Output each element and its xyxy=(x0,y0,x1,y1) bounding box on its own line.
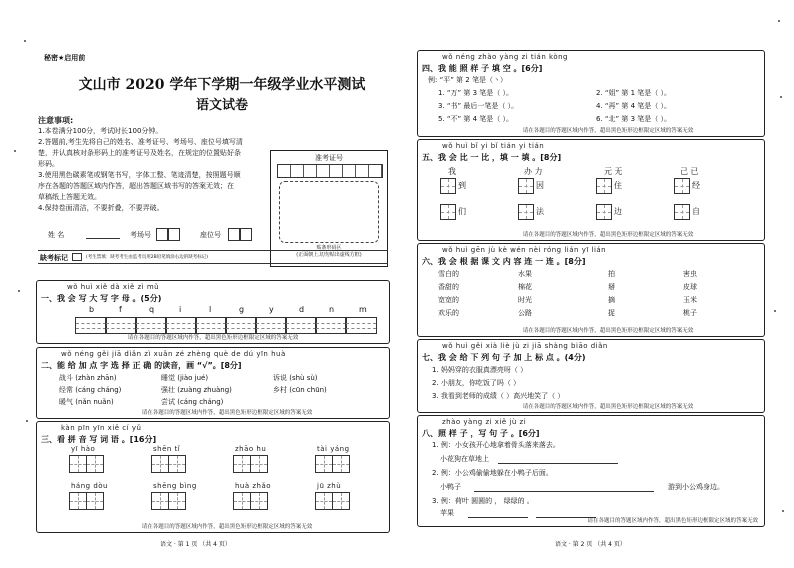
page1-footer: 语文 · 第 1 页 （共 4 页） xyxy=(160,541,231,548)
s8-answer-line[interactable] xyxy=(468,517,528,518)
section-3 xyxy=(36,421,390,533)
exam-title: 文山市 2020 学年下学期一年级学业水平测试 xyxy=(78,77,366,93)
fill-cell[interactable] xyxy=(596,178,612,194)
tianzige-cell[interactable] xyxy=(69,455,87,473)
absent-mark-row xyxy=(38,250,388,264)
room-label: 考场号 xyxy=(130,231,151,239)
s6-right2-item[interactable]: 害虫 xyxy=(683,270,697,278)
exam-number-label: 准考证号 xyxy=(315,154,343,162)
letter-writing-cell[interactable] xyxy=(285,317,317,334)
s8-pinyin: zhào yàng zi xiě jù zi xyxy=(442,418,527,426)
s6-left-item[interactable]: 雪白的 xyxy=(438,270,459,278)
fill-cell[interactable] xyxy=(674,204,690,220)
s5-part: 自 xyxy=(692,207,700,216)
s4-item[interactable]: 3. “书” 最后一笔是（ ）。 xyxy=(438,102,519,110)
letter-writing-cell[interactable] xyxy=(195,317,227,334)
letter-writing-cell[interactable] xyxy=(75,317,107,334)
exam-subtitle: 语文试卷 xyxy=(195,98,248,113)
section-4 xyxy=(417,50,765,137)
s6-mid-item[interactable]: 棉花 xyxy=(518,283,532,291)
s4-pinyin: wǒ néng zhào yàng zi tián kòng xyxy=(442,53,568,61)
s6-pinyin: wǒ huì gēn jù kè wén nèi róng lián yī lián xyxy=(442,246,607,254)
s2-item[interactable]: 强壮 (zuàng zhuàng) xyxy=(161,386,232,394)
s3-pinyin-word: háng dòu xyxy=(71,482,108,490)
tianzige-cell[interactable] xyxy=(250,492,268,510)
s3-pinyin-word: shēn tǐ xyxy=(153,445,181,453)
s2-item[interactable]: 乡村 (cūn chūn) xyxy=(273,386,327,394)
note-line: 4.保持卷面清洁，不要折叠，不要弄破。 xyxy=(38,204,164,212)
s6-right1-item[interactable]: 拍 xyxy=(608,270,615,278)
s4-item[interactable]: 5. “不” 第 4 笔是（ ）。 xyxy=(438,115,514,123)
absent-label: 缺考标记 xyxy=(40,254,68,262)
s2-item[interactable]: 诉说 (shù sù) xyxy=(273,374,318,382)
letter-writing-cell[interactable] xyxy=(255,317,287,334)
s6-right1-item[interactable]: 掰 xyxy=(608,283,615,291)
boundary-notice: 请在各题目的答题区域内作答，超出黑色矩形边框限定区域的答案无效 xyxy=(141,410,313,416)
s6-mid-item[interactable]: 水果 xyxy=(518,270,532,278)
s3-pinyin: kàn pīn yīn xiě cí yǔ xyxy=(61,424,142,432)
s5-fill-grid xyxy=(438,178,758,230)
note-line: 1.本卷满分100分，考试时长100分钟。 xyxy=(38,127,163,135)
s6-mid-item[interactable]: 时光 xyxy=(518,296,532,304)
boundary-notice: 请在各题目的答题区域内作答，超出黑色矩形边框限定区域的答案无效 xyxy=(522,128,694,134)
room-cell[interactable] xyxy=(156,228,168,241)
s2-item[interactable]: 战斗 (zhàn zhān) xyxy=(59,374,117,382)
s8-example-2: 2. 例：小公鸡偷偷地躲在小鸭子后面。 xyxy=(432,469,553,477)
letter-l: l xyxy=(209,305,212,314)
s4-title: 四、我 能 照 样 子 填 空 。[6分] xyxy=(422,64,543,73)
s1-letter-row xyxy=(77,305,377,315)
note-line: 2.答题前,考生先将自己的姓名、准考证号、考场号、座位号填写清 xyxy=(38,138,243,146)
section-1 xyxy=(36,280,390,344)
s6-left-item[interactable]: 香甜的 xyxy=(438,283,459,291)
s8-answer-2-suffix: 游到小公鸡身边。 xyxy=(668,483,724,491)
tianzige-cell[interactable] xyxy=(168,492,186,510)
s3-pinyin-word: zhāo hu xyxy=(235,445,267,453)
s5-part: 到 xyxy=(458,181,466,190)
fill-cell[interactable] xyxy=(674,178,690,194)
section-8 xyxy=(417,415,765,527)
s5-part: 们 xyxy=(458,207,466,216)
s8-answer-3-prefix: 苹果 xyxy=(440,509,454,517)
tianzige-cell[interactable] xyxy=(168,455,186,473)
fill-cell[interactable] xyxy=(596,204,612,220)
letter-f: f xyxy=(119,305,122,314)
tianzige-cell[interactable] xyxy=(151,492,169,510)
tianzige-cell[interactable] xyxy=(332,455,350,473)
boundary-notice: 请在各题目的答题区域内作答，超出黑色矩形边框限定区域的答案无效 xyxy=(587,518,758,524)
note-line: 草稿纸上答题无效。 xyxy=(38,193,101,201)
s7-item[interactable]: 2. 小朋友，你吃饭了吗（ ） xyxy=(432,379,521,387)
s7-item[interactable]: 1. 妈妈穿的衣服真漂亮呀（ ） xyxy=(432,366,528,374)
tianzige-cell[interactable] xyxy=(332,492,350,510)
seat-cell[interactable] xyxy=(240,228,252,241)
s1-pinyin: wǒ huì xiě dà xiě zì mǔ xyxy=(67,283,160,291)
s8-answer-2-prefix: 小鸭子 xyxy=(440,483,461,491)
fill-cell[interactable] xyxy=(518,204,534,220)
seat-label: 座位号 xyxy=(200,231,221,239)
s6-right1-item[interactable]: 捉 xyxy=(608,309,615,317)
s1-writing-grid[interactable] xyxy=(75,317,375,332)
s1-title: 一、我 会 写 大 写 字 母 。(5分) xyxy=(41,294,162,303)
s2-pinyin: wǒ néng gěi jiā diǎn zì xuǎn zé zhèng què de dú yīn huà xyxy=(61,350,286,358)
s8-title: 八、照 样 子 ，写 句 子 。[6分] xyxy=(422,429,540,438)
fill-cell[interactable] xyxy=(518,178,534,194)
tianzige-cell[interactable] xyxy=(233,455,251,473)
s5-part: 经 xyxy=(692,181,700,190)
notes xyxy=(38,115,266,214)
s2-item[interactable]: 经常 (cáng cháng) xyxy=(59,386,122,394)
tianzige-cell[interactable] xyxy=(233,492,251,510)
tianzige-cell[interactable] xyxy=(86,492,104,510)
name-field[interactable] xyxy=(86,238,120,239)
boundary-notice: 请在各题目的答题区域内作答，超出黑色矩形边框限定区域的答案无效 xyxy=(141,524,313,530)
boundary-notice: 请在各题目的答题区域内作答，超出黑色矩形边框限定区域的答案无效 xyxy=(522,404,694,410)
exam-number-cells xyxy=(277,164,383,178)
s4-item[interactable]: 2. “姐” 第 1 笔是（ ）。 xyxy=(596,89,672,97)
page2-footer: 语文 · 第 2 页 （共 4 页） xyxy=(555,541,626,548)
s6-right2-item[interactable]: 皮球 xyxy=(683,283,697,291)
s6-left-item[interactable]: 宽宽的 xyxy=(438,296,459,304)
s7-pinyin: wǒ huì gěi xià liè jù zi jiā shàng biāo diǎn xyxy=(442,342,608,350)
seat-cell[interactable] xyxy=(228,228,240,241)
boundary-notice: 请在各题目的答题区域内作答，超出黑色矩形边框限定区域的答案无效 xyxy=(127,335,299,341)
s6-mid-item[interactable]: 公路 xyxy=(518,309,532,317)
s5-part: 法 xyxy=(536,207,544,216)
s6-columns xyxy=(438,269,758,325)
s4-item[interactable]: 1. “万” 第 3 笔是（ ）。 xyxy=(438,89,514,97)
s5-part: 边 xyxy=(614,207,622,216)
letter-writing-cell[interactable] xyxy=(315,317,347,334)
barcode-area xyxy=(279,181,379,243)
s8-example-1: 1. 例：小女孩开心地拿着骨头落来落去。 xyxy=(432,441,560,449)
absent-checkbox[interactable] xyxy=(72,253,82,261)
section-2 xyxy=(36,347,390,419)
section-5: wǒ huì bǐ yi bǐ tián yi tián 五、我 会 比 一 比 ，填 一 填 。[8分] 我 办 力 元 无 己 已 到 因 住 经 们 法 边 自 请在各题目的答题区域内作答，超出黑色矩形边框限定区域的答案无效 xyxy=(417,139,765,241)
section-6 xyxy=(417,243,765,337)
s6-right1-item[interactable]: 摘 xyxy=(608,296,615,304)
s8-answer-1-prefix: 小花狗在草地上 xyxy=(440,455,489,463)
s5-pinyin: wǒ huì bǐ yi bǐ tián yi tián xyxy=(442,142,545,150)
letter-writing-cell[interactable] xyxy=(105,317,137,334)
letter-writing-cell[interactable] xyxy=(165,317,197,334)
note-line: 序在各题的答题区域内作答，超出答题区域书写的答案无效；在 xyxy=(38,182,234,190)
s3-pinyin-word: shēng bìng xyxy=(153,482,197,490)
boundary-notice: 请在各题目的答题区域内作答，超出黑色矩形边框限定区域的答案无效 xyxy=(522,232,694,238)
letter-writing-cell[interactable] xyxy=(135,317,167,334)
s3-pinyin-word: tài yáng xyxy=(317,445,350,453)
s8-answer-line[interactable] xyxy=(498,463,618,464)
s7-item[interactable]: 3. 我看到老师的成绩（ ）高兴地笑了（ ） xyxy=(432,392,565,400)
s6-title: 六、我 会 根 据 课 文 内 容 连 一 连 。[8分] xyxy=(422,257,586,266)
boundary-notice: 请在各题目的答题区域内作答，超出黑色矩形边框限定区域的答案无效 xyxy=(522,328,694,334)
tianzige-cell[interactable] xyxy=(315,492,333,510)
letter-y: y xyxy=(269,305,274,314)
secret-label: 秘密★启用前 xyxy=(44,54,86,62)
s4-item[interactable]: 6. “北” 第 3 笔是（ ）。 xyxy=(596,115,672,123)
s3-pinyin-word: jū zhù xyxy=(317,482,342,490)
s5-title: 五、我 会 比 一 比 ，填 一 填 。[8分] xyxy=(422,153,562,162)
s2-title: 二、能 给 加 点 字 选 择 正 确 的读音，画 “√”。[8分] xyxy=(41,361,242,370)
letter-q: q xyxy=(149,305,155,314)
s4-item[interactable]: 4. “再” 第 4 笔是（ ）。 xyxy=(596,102,672,110)
letter-writing-cell[interactable] xyxy=(225,317,257,334)
s6-right2-item[interactable]: 玉米 xyxy=(683,296,697,304)
tianzige-cell[interactable] xyxy=(151,455,169,473)
tianzige-cell[interactable] xyxy=(315,455,333,473)
tianzige-cell[interactable] xyxy=(69,492,87,510)
name-label: 姓 名 xyxy=(48,231,65,239)
barcode-caption: 贴条形码区 (正面朝上,切勿贴出虚线方框) xyxy=(296,245,362,258)
letter-writing-cell[interactable] xyxy=(345,317,377,334)
fill-cell[interactable] xyxy=(440,204,456,220)
note-line: 3.使用黑色碳素笔或钢笔书写，字体工整、笔迹清楚，按照题号顺 xyxy=(38,171,241,179)
note-line: 形码。 xyxy=(38,160,59,168)
tianzige-cell[interactable] xyxy=(86,455,104,473)
s7-title: 七、我 会 给 下 列 句 子 加 上 标 点 。(4分) xyxy=(422,353,586,362)
note-line: 楚，并认真核对条形码上的准考证号及姓名，在规定的位置贴好条 xyxy=(38,149,241,157)
letter-m: m xyxy=(359,305,367,314)
s5-part: 住 xyxy=(614,181,622,190)
fill-cell[interactable] xyxy=(440,178,456,194)
s3-row xyxy=(57,445,377,481)
letter-g: g xyxy=(239,305,245,314)
s3-pinyin-word: huà zhǎo xyxy=(235,482,272,490)
absent-note: (考生禁填：缺考考生由监考员用2B铅笔填涂右边的缺考标记) xyxy=(86,255,208,260)
letter-n: n xyxy=(329,305,335,314)
room-cell[interactable] xyxy=(168,228,180,241)
s6-right2-item[interactable]: 桃子 xyxy=(683,309,697,317)
s4-example: 例: “平” 第 2 笔是（丶） xyxy=(428,76,507,84)
s8-answer-line[interactable] xyxy=(474,491,654,492)
letter-b: b xyxy=(89,305,95,314)
s6-left-item[interactable]: 欢乐的 xyxy=(438,309,459,317)
s3-row xyxy=(57,482,377,518)
letter-d: d xyxy=(299,305,305,314)
section-7 xyxy=(417,339,765,413)
s5-part: 因 xyxy=(536,181,544,190)
s2-item[interactable]: 尝试 (cáng cháng) xyxy=(161,398,224,406)
s3-pinyin-word: yī hào xyxy=(71,445,96,453)
s2-item[interactable]: 睡觉 (jiào jué) xyxy=(161,374,209,382)
notes-heading: 注意事项: xyxy=(38,116,74,125)
letter-i: i xyxy=(179,305,182,314)
s3-title: 三、看 拼 音 写 词 语 。[16分] xyxy=(41,435,157,444)
candidate-info-row xyxy=(48,228,268,242)
tianzige-cell[interactable] xyxy=(250,455,268,473)
s2-item[interactable]: 暖气 (nǎn nuǎn) xyxy=(59,398,114,406)
s8-example-3: 3. 例：荷叶 圆圆的 ， 绿绿的 。 xyxy=(432,497,534,505)
